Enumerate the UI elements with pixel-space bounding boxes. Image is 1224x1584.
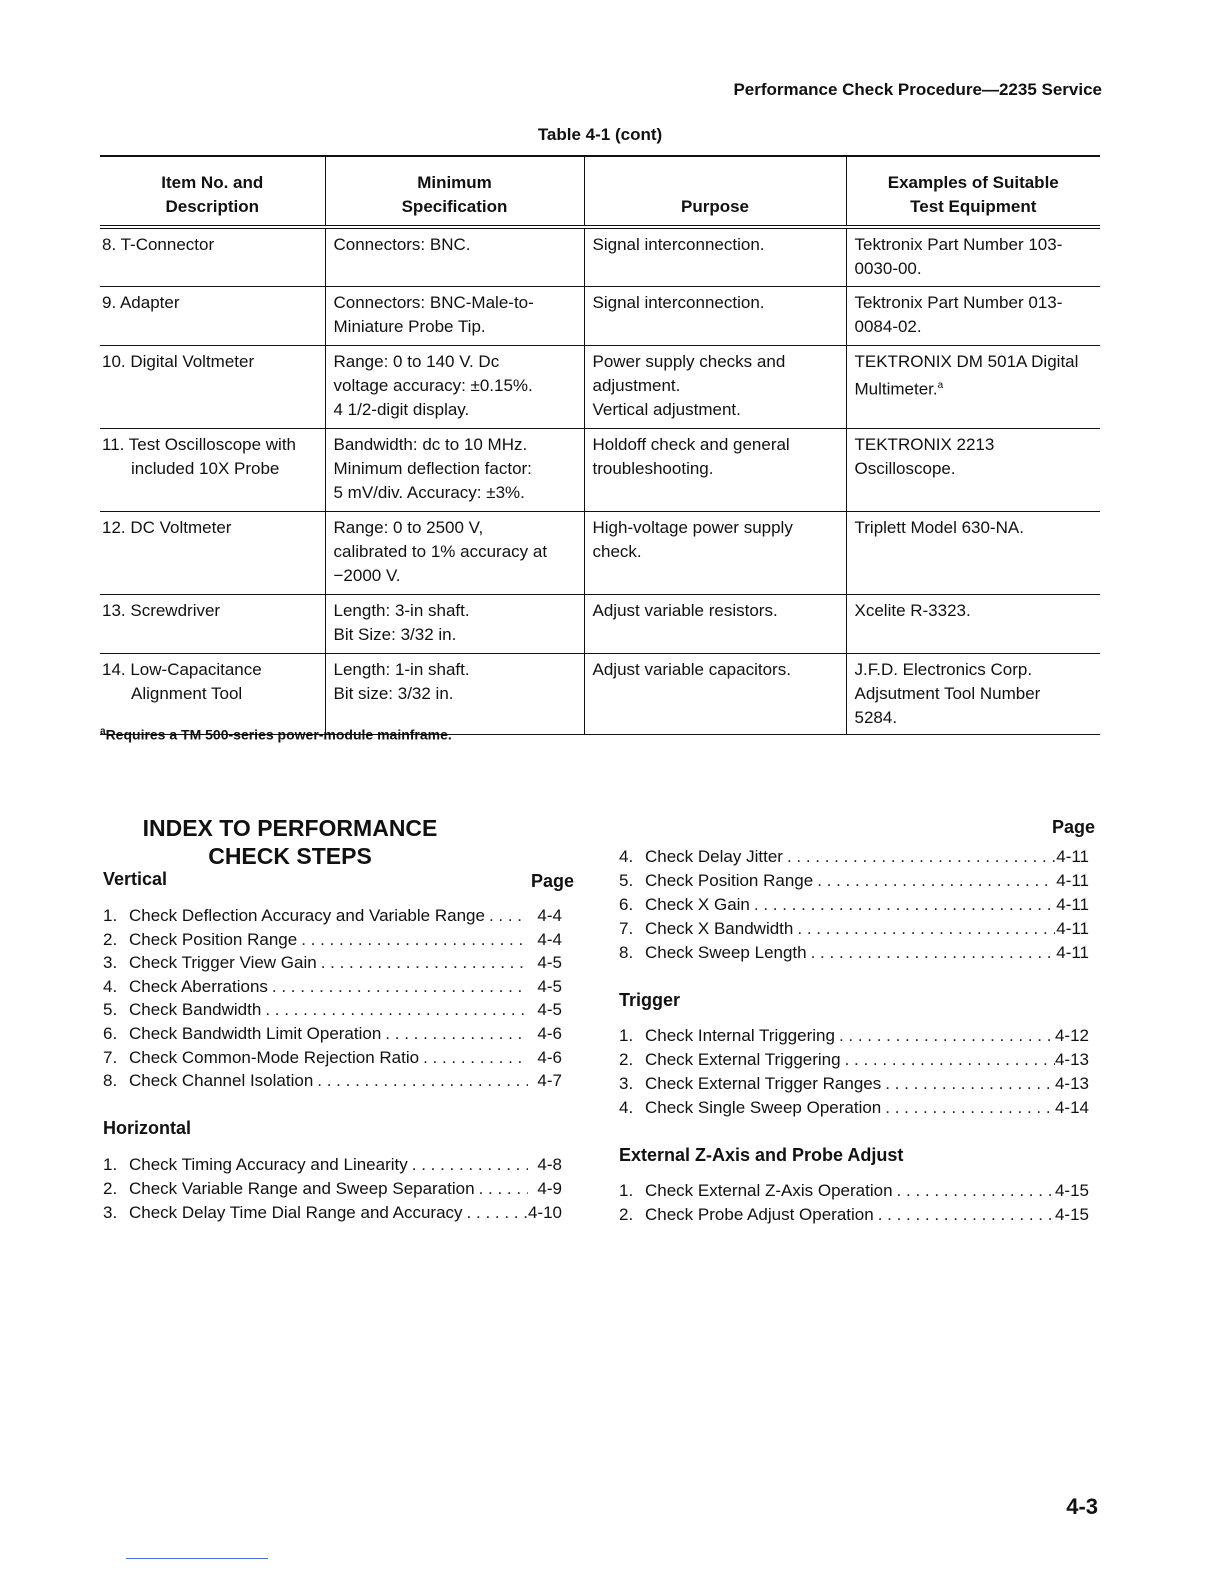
dot-leader	[813, 871, 1055, 891]
table-row	[100, 594, 1100, 653]
entry-title: Check Channel Isolation	[129, 1071, 314, 1090]
dot-leader	[475, 1179, 528, 1199]
entry-number: 5.	[619, 871, 634, 890]
entry-number: 1.	[103, 906, 118, 925]
entry-title: Check Variable Range and Sweep Separation	[129, 1179, 475, 1198]
entry-number: 8.	[103, 1071, 118, 1090]
entry-page: 4-12	[1054, 1026, 1089, 1045]
cell-example: Triplett Model 630-NA.	[846, 511, 1100, 594]
entry-page: 4-5	[537, 953, 562, 972]
dot-leader	[381, 1024, 528, 1044]
index-entry	[619, 847, 1089, 871]
entry-title: Check X Bandwidth	[645, 919, 794, 938]
dot-leader	[485, 906, 528, 926]
entry-number: 2.	[619, 1205, 634, 1224]
entry-page: 4-6	[537, 1024, 562, 1043]
index-entry	[103, 1155, 562, 1179]
table-row	[100, 511, 1100, 594]
dot-leader	[881, 1098, 1055, 1118]
entry-title: Check Internal Triggering	[645, 1026, 835, 1045]
dot-leader	[419, 1048, 528, 1068]
table-row	[100, 428, 1100, 511]
index-title: INDEX TO PERFORMANCE CHECK STEPS	[142, 815, 438, 869]
cell-spec: Range: 0 to 2500 V, calibrated to 1% accuracy at −2000 V.	[325, 511, 584, 594]
section-heading-vertical: Vertical	[103, 869, 168, 889]
section-heading-trigger: Trigger	[619, 990, 681, 1010]
entry-number: 1.	[619, 1026, 634, 1045]
cell-example: Xcelite R-3323.	[846, 594, 1100, 653]
entry-number: 3.	[619, 1074, 634, 1093]
entry-page: 4-4	[537, 906, 562, 925]
entry-page: 4-11	[1056, 943, 1089, 962]
index-entry	[619, 871, 1089, 895]
table-row	[100, 227, 1100, 286]
cell-item: 9. Adapter	[100, 286, 325, 345]
table-row	[100, 286, 1100, 345]
cell-item: 11. Test Oscilloscope with included 10X Probe	[100, 428, 325, 511]
entry-page: 4-15	[1054, 1181, 1089, 1200]
dot-leader	[317, 953, 528, 973]
test-equipment-table	[100, 155, 1100, 735]
entry-page: 4-10	[527, 1203, 562, 1222]
entry-title: Check Position Range	[129, 930, 298, 949]
cell-purpose: Holdoff check and general troubleshooting.	[584, 428, 846, 511]
index-entry	[619, 1050, 1089, 1074]
index-entry	[103, 953, 562, 977]
dot-leader	[783, 847, 1055, 867]
cell-spec: Range: 0 to 140 V. Dc voltage accuracy: ±0.15%. 4 1/2-digit display.	[325, 345, 584, 428]
entry-number: 6.	[103, 1024, 118, 1043]
index-entry	[619, 919, 1089, 943]
cell-spec: Connectors: BNC-Male-to- Miniature Probe Tip.	[325, 286, 584, 345]
index-entry	[103, 1071, 562, 1095]
cell-purpose: High-voltage power supply check.	[584, 511, 846, 594]
entry-title: Check Timing Accuracy and Linearity	[129, 1155, 408, 1174]
table-row	[100, 345, 1100, 428]
entry-number: 1.	[619, 1181, 634, 1200]
page-column-label-right: Page	[1051, 817, 1095, 837]
cell-example: J.F.D. Electronics Corp. Adjsutment Tool Number 5284.	[846, 653, 1100, 734]
table-caption: Table 4-1 (cont)	[537, 125, 663, 144]
index-entry	[619, 943, 1089, 967]
index-entry	[103, 930, 562, 954]
cell-item: 13. Screwdriver	[100, 594, 325, 653]
entry-page: 4-8	[537, 1155, 562, 1174]
index-entry	[103, 1024, 562, 1048]
dot-leader	[807, 943, 1055, 963]
index-entry	[619, 895, 1089, 919]
entry-page: 4-15	[1054, 1205, 1089, 1224]
cell-purpose: Adjust variable capacitors.	[584, 653, 846, 734]
index-entry	[619, 1026, 1089, 1050]
entry-page: 4-7	[537, 1071, 562, 1090]
cell-example: Tektronix Part Number 013- 0084-02.	[846, 286, 1100, 345]
index-entry	[619, 1205, 1089, 1229]
entry-number: 2.	[103, 1179, 118, 1198]
index-entry	[103, 1179, 562, 1203]
entry-number: 4.	[103, 977, 118, 996]
col-header-item: Item No. and Description	[100, 156, 325, 227]
cell-purpose: Power supply checks and adjustment. Vertical adjustment.	[584, 345, 846, 428]
col-header-spec: Minimum Specification	[325, 156, 584, 227]
cell-purpose: Signal interconnection.	[584, 227, 846, 286]
dot-leader	[750, 895, 1055, 915]
dot-leader	[835, 1026, 1055, 1046]
index-entry	[103, 1048, 562, 1072]
dot-leader	[463, 1203, 528, 1223]
entry-title: Check Aberrations	[129, 977, 268, 996]
entry-number: 4.	[619, 1098, 634, 1117]
dot-leader	[841, 1050, 1055, 1070]
cell-spec: Length: 3-in shaft. Bit Size: 3/32 in.	[325, 594, 584, 653]
dot-leader	[297, 930, 528, 950]
dot-leader	[793, 919, 1055, 939]
entry-title: Check Delay Time Dial Range and Accuracy	[129, 1203, 463, 1222]
entry-number: 2.	[619, 1050, 634, 1069]
cell-example: TEKTRONIX 2213 Oscilloscope.	[846, 428, 1100, 511]
index-entry	[103, 977, 562, 1001]
entry-page: 4-5	[537, 977, 562, 996]
running-header: Performance Check Procedure—2235 Service	[733, 80, 1102, 99]
page-number: 4-3	[1066, 1494, 1098, 1519]
dot-leader	[408, 1155, 528, 1175]
dot-leader	[268, 977, 528, 997]
cell-item: 10. Digital Voltmeter	[100, 345, 325, 428]
entry-page: 4-6	[537, 1048, 562, 1067]
table-footnote: $^a$Requires a TM 500-series power-module mainframe.	[100, 726, 452, 743]
table-row	[100, 653, 1100, 734]
cell-purpose: Adjust variable resistors.	[584, 594, 846, 653]
entry-page: 4-11	[1056, 847, 1089, 866]
entry-title: Check External Triggering	[645, 1050, 841, 1069]
entry-title: Check X Gain	[645, 895, 750, 914]
scan-artifact-line	[126, 1558, 268, 1559]
entry-title: Check Delay Jitter	[645, 847, 783, 866]
entry-page: 4-13	[1054, 1050, 1089, 1069]
entry-title: Check Deflection Accuracy and Variable Range	[129, 906, 485, 925]
entry-title: Check Sweep Length	[645, 943, 807, 962]
cell-example: TEKTRONIX DM 501A Digital Multimeter.$^a$	[846, 345, 1100, 428]
entry-number: 1.	[103, 1155, 118, 1174]
cell-item: 12. DC Voltmeter	[100, 511, 325, 594]
section-heading-zaxis: External Z-Axis and Probe Adjust	[619, 1145, 904, 1165]
entry-page: 4-13	[1054, 1074, 1089, 1093]
entry-title: Check Common-Mode Rejection Ratio	[129, 1048, 420, 1067]
entry-page: 4-11	[1056, 895, 1089, 914]
dot-leader	[893, 1181, 1055, 1201]
entry-title: Check Bandwidth Limit Operation	[129, 1024, 382, 1043]
page-column-label-left: Page	[531, 871, 575, 891]
entry-page: 4-4	[537, 930, 562, 949]
dot-leader	[313, 1071, 528, 1091]
entry-number: 7.	[619, 919, 634, 938]
entry-title: Check Bandwidth	[129, 1000, 262, 1019]
cell-example: Tektronix Part Number 103- 0030-00.	[846, 227, 1100, 286]
entry-number: 7.	[103, 1048, 118, 1067]
cell-spec: Connectors: BNC.	[325, 227, 584, 286]
index-entry	[103, 1203, 562, 1227]
index-entry	[619, 1074, 1089, 1098]
entry-title: Check Position Range	[645, 871, 814, 890]
entry-number: 2.	[103, 930, 118, 949]
entry-page: 4-11	[1056, 919, 1089, 938]
entry-title: Check Trigger View Gain	[129, 953, 317, 972]
entry-title: Check External Z-Axis Operation	[645, 1181, 893, 1200]
dot-leader	[874, 1205, 1055, 1225]
entry-page: 4-11	[1056, 871, 1089, 890]
cell-spec: Bandwidth: dc to 10 MHz. Minimum deflection factor: 5 mV/div. Accuracy: ±3%.	[325, 428, 584, 511]
dot-leader	[881, 1074, 1055, 1094]
table-header-row	[100, 156, 1100, 227]
entry-title: Check External Trigger Ranges	[645, 1074, 882, 1093]
index-entry	[619, 1098, 1089, 1122]
col-header-purpose: Purpose	[584, 156, 846, 227]
entry-number: 5.	[103, 1000, 118, 1019]
cell-item: 14. Low-Capacitance Alignment Tool	[100, 653, 325, 734]
entry-number: 3.	[103, 1203, 118, 1222]
index-entry	[103, 906, 562, 930]
cell-purpose: Signal interconnection.	[584, 286, 846, 345]
entry-number: 6.	[619, 895, 634, 914]
entry-page: 4-9	[537, 1179, 562, 1198]
cell-spec: Length: 1-in shaft. Bit size: 3/32 in.	[325, 653, 584, 734]
entry-title: Check Single Sweep Operation	[645, 1098, 882, 1117]
dot-leader	[261, 1000, 528, 1020]
index-entry	[103, 1000, 562, 1024]
col-header-example: Examples of Suitable Test Equipment	[846, 156, 1100, 227]
cell-item: 8. T-Connector	[100, 227, 325, 286]
entry-page: 4-14	[1054, 1098, 1089, 1117]
entry-number: 8.	[619, 943, 634, 962]
section-heading-horizontal: Horizontal	[103, 1118, 191, 1138]
entry-page: 4-5	[537, 1000, 562, 1019]
entry-number: 4.	[619, 847, 634, 866]
entry-title: Check Probe Adjust Operation	[645, 1205, 874, 1224]
entry-number: 3.	[103, 953, 118, 972]
index-entry	[619, 1181, 1089, 1205]
